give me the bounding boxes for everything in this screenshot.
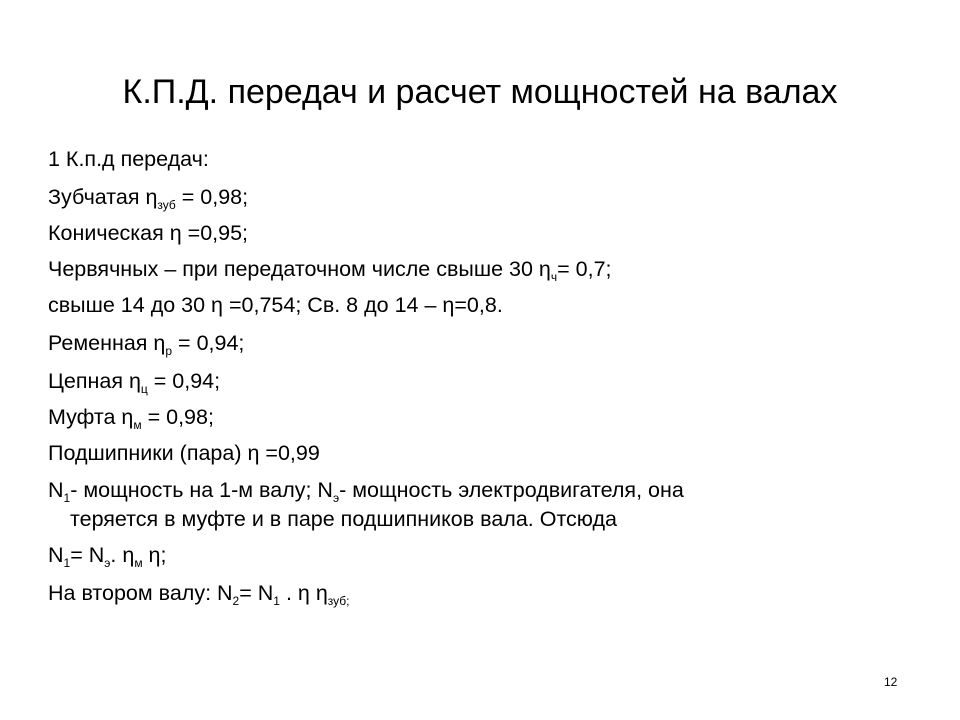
page-number: 12 bbox=[884, 675, 898, 689]
list-item: На втором валу: $N_2= N_1$ . η $\eta_{зуб;}$ bbox=[48, 581, 350, 608]
list-item: $N_1-$ мощность на 1-м валу; $N_э-$ мощность электродвигателя, она теряется в муфте и в паре подшипников вала. Отсюда bbox=[48, 478, 684, 531]
list-item: Коническая η =0,95; bbox=[48, 221, 249, 245]
list-item: Муфта $\eta_м = 0,98$; bbox=[48, 405, 214, 432]
list-item: 1 К.п.д передач: bbox=[48, 147, 209, 171]
list-item: Цепная $\eta_ц = 0,94$; bbox=[48, 369, 221, 396]
list-item: Зубчатая $\eta_{зуб} = 0,98$; bbox=[48, 185, 249, 212]
list-item: Ременная $\eta_р = 0,94$; bbox=[48, 331, 245, 358]
list-item: $N_1= N_э$. $\eta_м$ η; bbox=[48, 543, 167, 570]
list-item: свыше 14 до 30 η =0,754; Св. 8 до 14 – η=0,8. bbox=[48, 293, 503, 317]
list-item: Червячных – при передаточном числе свыше 30 $\eta_ч= 0,7$; bbox=[48, 257, 612, 284]
list-item: Подшипники (пара) η =0,99 bbox=[48, 441, 320, 465]
slide-title: К.П.Д. передач и расчет мощностей на валах bbox=[122, 73, 838, 111]
